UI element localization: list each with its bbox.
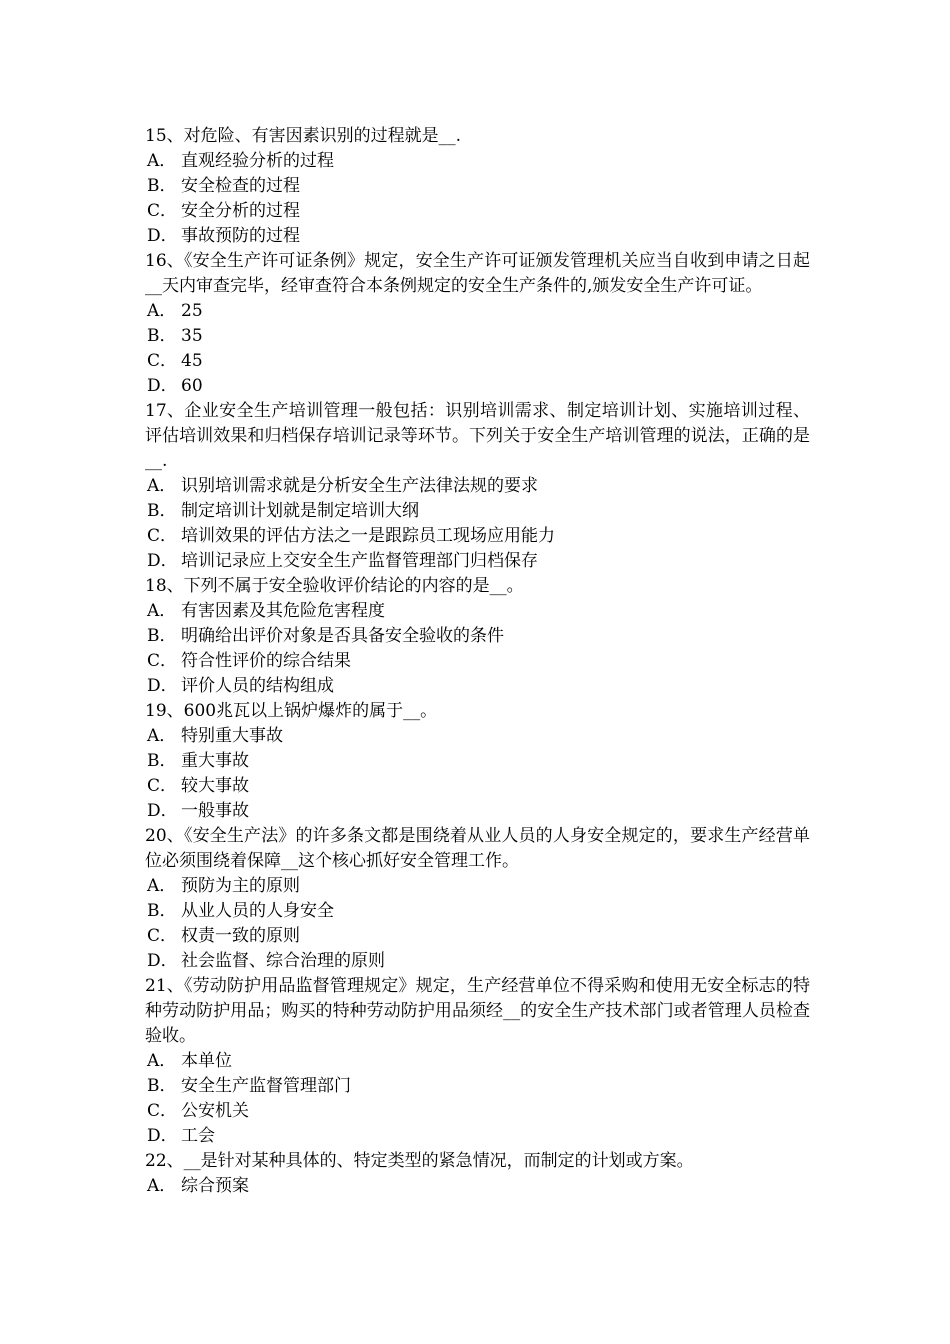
answer-option bbox=[145, 224, 810, 249]
option-letter: B． bbox=[147, 176, 177, 196]
option-text: 安全生产监督管理部门 bbox=[181, 1076, 351, 1096]
answer-option bbox=[145, 599, 810, 624]
option-text: 安全分析的过程 bbox=[181, 201, 300, 221]
option-letter: C． bbox=[147, 526, 178, 546]
option-text: 制定培训计划就是制定培训大纲 bbox=[181, 501, 419, 521]
answer-option bbox=[145, 774, 810, 799]
answer-option bbox=[145, 874, 810, 899]
option-text: 较大事故 bbox=[181, 776, 249, 796]
option-letter: B． bbox=[147, 901, 177, 921]
option-letter: C． bbox=[147, 351, 178, 371]
option-text: 25 bbox=[181, 301, 203, 321]
answer-option bbox=[145, 899, 810, 924]
answer-option bbox=[145, 149, 810, 174]
question-block bbox=[145, 124, 810, 249]
answer-option bbox=[145, 324, 810, 349]
option-text: 识别培训需求就是分析安全生产法律法规的要求 bbox=[181, 476, 538, 496]
option-letter: D． bbox=[147, 551, 178, 571]
option-letter: B． bbox=[147, 326, 177, 346]
answer-option bbox=[145, 499, 810, 524]
option-letter: A． bbox=[147, 1176, 177, 1196]
option-letter: A． bbox=[147, 1051, 177, 1071]
option-text: 重大事故 bbox=[181, 751, 249, 771]
answer-option bbox=[145, 1099, 810, 1124]
option-text: 工会 bbox=[181, 1126, 215, 1146]
option-letter: D． bbox=[147, 1126, 178, 1146]
option-text: 本单位 bbox=[181, 1051, 232, 1071]
question-text: 21、《劳动防护用品监督管理规定》规定，生产经营单位不得采购和使用无安全标志的特种劳动防护用品；购买的特种劳动防护用品须经__的安全生产技术部门或者管理人员检查验收。 bbox=[145, 976, 810, 1046]
option-text: 预防为主的原则 bbox=[181, 876, 300, 896]
option-letter: B． bbox=[147, 751, 177, 771]
answer-option bbox=[145, 924, 810, 949]
option-letter: B． bbox=[147, 626, 177, 646]
question-text: 15、对危险、有害因素识别的过程就是__. bbox=[145, 126, 462, 146]
option-letter: C． bbox=[147, 651, 178, 671]
answer-option bbox=[145, 624, 810, 649]
option-text: 事故预防的过程 bbox=[181, 226, 300, 246]
answer-option bbox=[145, 1174, 810, 1199]
option-letter: A． bbox=[147, 476, 177, 496]
answer-option bbox=[145, 549, 810, 574]
answer-option bbox=[145, 199, 810, 224]
answer-option bbox=[145, 1049, 810, 1074]
question-block bbox=[145, 699, 810, 824]
option-letter: D． bbox=[147, 676, 178, 696]
option-letter: C． bbox=[147, 1101, 178, 1121]
question-text: 16、《安全生产许可证条例》规定，安全生产许可证颁发管理机关应当自收到申请之日起__天内审查完毕，经审查符合本条例规定的安全生产条件的,颁发安全生产许可证。 bbox=[145, 251, 810, 296]
answer-option bbox=[145, 1124, 810, 1149]
option-text: 特别重大事故 bbox=[181, 726, 283, 746]
answer-option bbox=[145, 299, 810, 324]
answer-option bbox=[145, 524, 810, 549]
document-page bbox=[145, 124, 810, 1199]
option-text: 权责一致的原则 bbox=[181, 926, 300, 946]
option-letter: D． bbox=[147, 951, 178, 971]
option-text: 有害因素及其危险危害程度 bbox=[181, 601, 385, 621]
option-letter: B． bbox=[147, 501, 177, 521]
question-text: 20、《安全生产法》的许多条文都是围绕着从业人员的人身安全规定的，要求生产经营单位必须围绕着保障__这个核心抓好安全管理工作。 bbox=[145, 826, 810, 871]
option-text: 从业人员的人身安全 bbox=[181, 901, 334, 921]
option-text: 直观经验分析的过程 bbox=[181, 151, 334, 171]
answer-option bbox=[145, 1074, 810, 1099]
option-text: 35 bbox=[181, 326, 203, 346]
option-letter: D． bbox=[147, 801, 178, 821]
question-block bbox=[145, 1149, 810, 1199]
option-letter: C． bbox=[147, 776, 178, 796]
option-text: 安全检查的过程 bbox=[181, 176, 300, 196]
option-letter: A． bbox=[147, 151, 177, 171]
option-text: 一般事故 bbox=[181, 801, 249, 821]
option-text: 综合预案 bbox=[181, 1176, 249, 1196]
answer-option bbox=[145, 724, 810, 749]
option-letter: D． bbox=[147, 226, 178, 246]
answer-option bbox=[145, 374, 810, 399]
question-block bbox=[145, 974, 810, 1149]
option-letter: B． bbox=[147, 1076, 177, 1096]
option-text: 明确给出评价对象是否具备安全验收的条件 bbox=[181, 626, 504, 646]
option-text: 公安机关 bbox=[181, 1101, 249, 1121]
option-text: 符合性评价的综合结果 bbox=[181, 651, 351, 671]
option-text: 培训效果的评估方法之一是跟踪员工现场应用能力 bbox=[181, 526, 555, 546]
option-text: 培训记录应上交安全生产监督管理部门归档保存 bbox=[181, 551, 538, 571]
question-text: 19、600兆瓦以上锅炉爆炸的属于__。 bbox=[145, 701, 438, 721]
option-letter: A． bbox=[147, 301, 177, 321]
option-letter: A． bbox=[147, 601, 177, 621]
answer-option bbox=[145, 799, 810, 824]
question-text: 22、__是针对某种具体的、特定类型的紧急情况，而制定的计划或方案。 bbox=[145, 1151, 694, 1171]
option-letter: C． bbox=[147, 201, 178, 221]
question-text: 17、企业安全生产培训管理一般包括：识别培训需求、制定培训计划、实施培训过程、评估培训效果和归档保存培训记录等环节。下列关于安全生产培训管理的说法，正确的是__. bbox=[145, 401, 810, 471]
question-text: 18、下列不属于安全验收评价结论的内容的是__。 bbox=[145, 576, 524, 596]
option-text: 评价人员的结构组成 bbox=[181, 676, 334, 696]
option-letter: D． bbox=[147, 376, 178, 396]
answer-option bbox=[145, 749, 810, 774]
option-text: 45 bbox=[181, 351, 203, 371]
option-letter: A． bbox=[147, 726, 177, 746]
option-text: 60 bbox=[181, 376, 203, 396]
option-letter: A． bbox=[147, 876, 177, 896]
answer-option bbox=[145, 174, 810, 199]
question-block bbox=[145, 399, 810, 574]
answer-option bbox=[145, 349, 810, 374]
answer-option bbox=[145, 674, 810, 699]
answer-option bbox=[145, 649, 810, 674]
answer-option bbox=[145, 474, 810, 499]
question-block bbox=[145, 249, 810, 399]
option-letter: C． bbox=[147, 926, 178, 946]
option-text: 社会监督、综合治理的原则 bbox=[181, 951, 385, 971]
answer-option bbox=[145, 949, 810, 974]
question-block bbox=[145, 574, 810, 699]
question-block bbox=[145, 824, 810, 974]
